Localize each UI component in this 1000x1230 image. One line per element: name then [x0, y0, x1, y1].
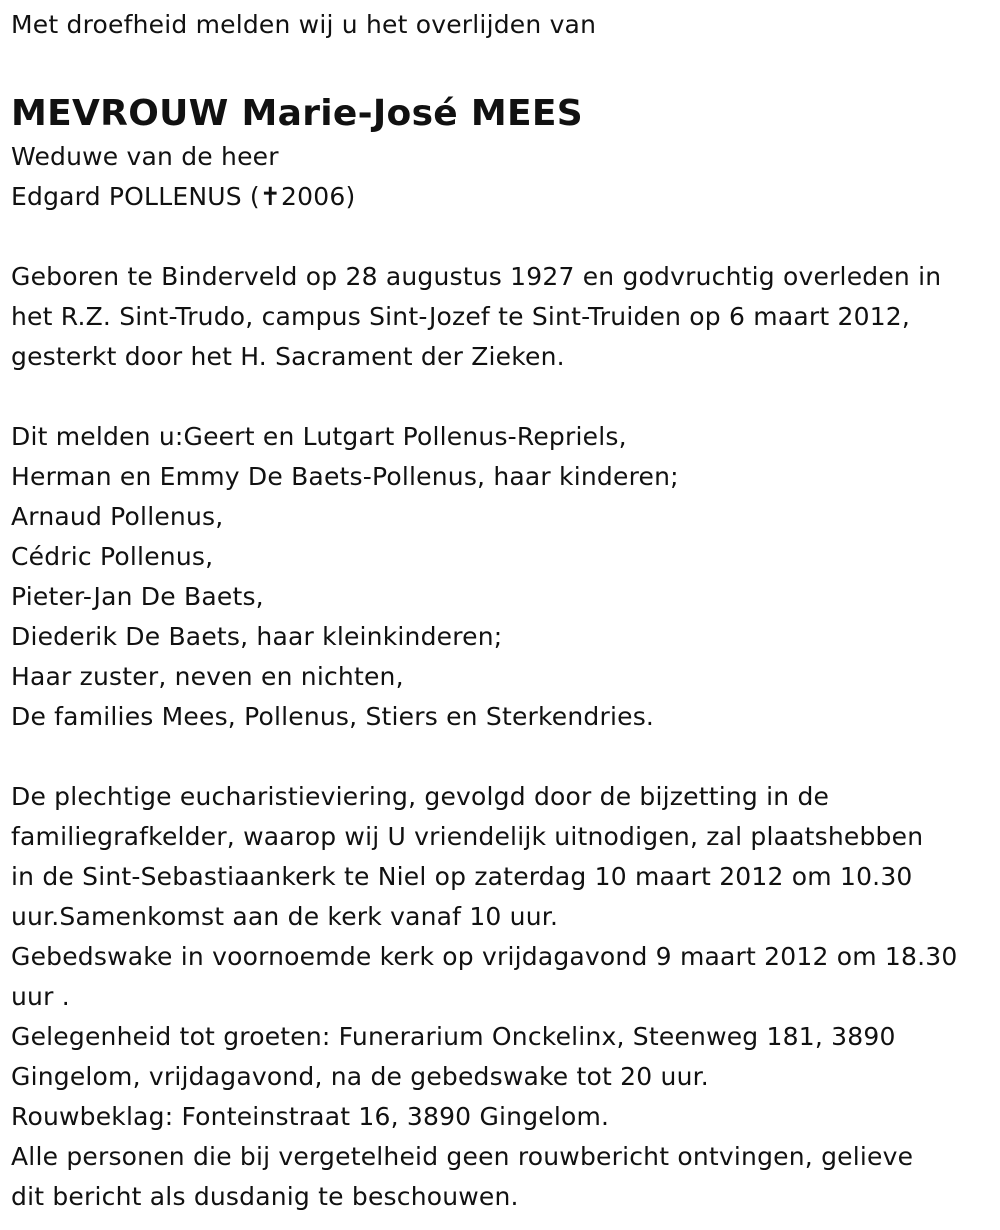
- spacer: [11, 737, 996, 777]
- ceremony-line: Gelegenheid tot groeten: Funerarium Onckelinx, Steenweg 181, 3890: [11, 1022, 896, 1051]
- ceremony-line: Alle personen die bij vergetelheid geen rouwbericht ontvingen, gelieve: [11, 1142, 914, 1171]
- ceremony-line: Gingelom, vrijdagavond, na de gebedswake tot 20 uur.: [11, 1062, 709, 1091]
- spouse-name: Edgard POLLENUS (✝2006): [11, 182, 356, 211]
- ceremony-line: dit bericht als dusdanig te beschouwen.: [11, 1182, 519, 1211]
- spouse-line: Weduwe van de heer: [11, 142, 279, 171]
- family-line: Diederik De Baets, haar kleinkinderen;: [11, 622, 503, 651]
- ceremony-line: Gebedswake in voornoemde kerk op vrijdagavond 9 maart 2012 om 18.30: [11, 942, 958, 971]
- family-line: Pieter-Jan De Baets,: [11, 582, 264, 611]
- family-line: Haar zuster, neven en nichten,: [11, 662, 404, 691]
- birth-death-line: Geboren te Binderveld op 28 augustus 1927 en godvruchtig overleden in: [11, 262, 942, 291]
- spacer: [11, 217, 996, 257]
- ceremony-line: in de Sint-Sebastiaankerk te Niel op zaterdag 10 maart 2012 om 10.30: [11, 862, 913, 891]
- family-line: Cédric Pollenus,: [11, 542, 214, 571]
- ceremony-line: familiegrafkelder, waarop wij U vriendelijk uitnodigen, zal plaatshebben: [11, 822, 924, 851]
- deceased-name: MEVROUW Marie-José MEES: [11, 93, 583, 134]
- ceremony-line: uur.Samenkomst aan de kerk vanaf 10 uur.: [11, 902, 559, 931]
- intro-text: Met droefheid melden wij u het overlijden van: [11, 10, 597, 39]
- family-line: Herman en Emmy De Baets-Pollenus, haar kinderen;: [11, 462, 679, 491]
- ceremony-line: De plechtige eucharistieviering, gevolgd door de bijzetting in de: [11, 782, 830, 811]
- obituary-notice: [11, 0, 996, 1217]
- birth-death-line: gesterkt door het H. Sacrament der Zieken.: [11, 342, 565, 371]
- family-line: Arnaud Pollenus,: [11, 502, 224, 531]
- birth-death-line: het R.Z. Sint-Trudo, campus Sint-Jozef te Sint-Truiden op 6 maart 2012,: [11, 302, 911, 331]
- ceremony-line: Rouwbeklag: Fonteinstraat 16, 3890 Gingelom.: [11, 1102, 610, 1131]
- family-line: De families Mees, Pollenus, Stiers en Sterkendries.: [11, 702, 655, 731]
- spacer: [11, 377, 996, 417]
- ceremony-line: uur .: [11, 982, 70, 1011]
- family-line: Dit melden u:Geert en Lutgart Pollenus-Repriels,: [11, 422, 627, 451]
